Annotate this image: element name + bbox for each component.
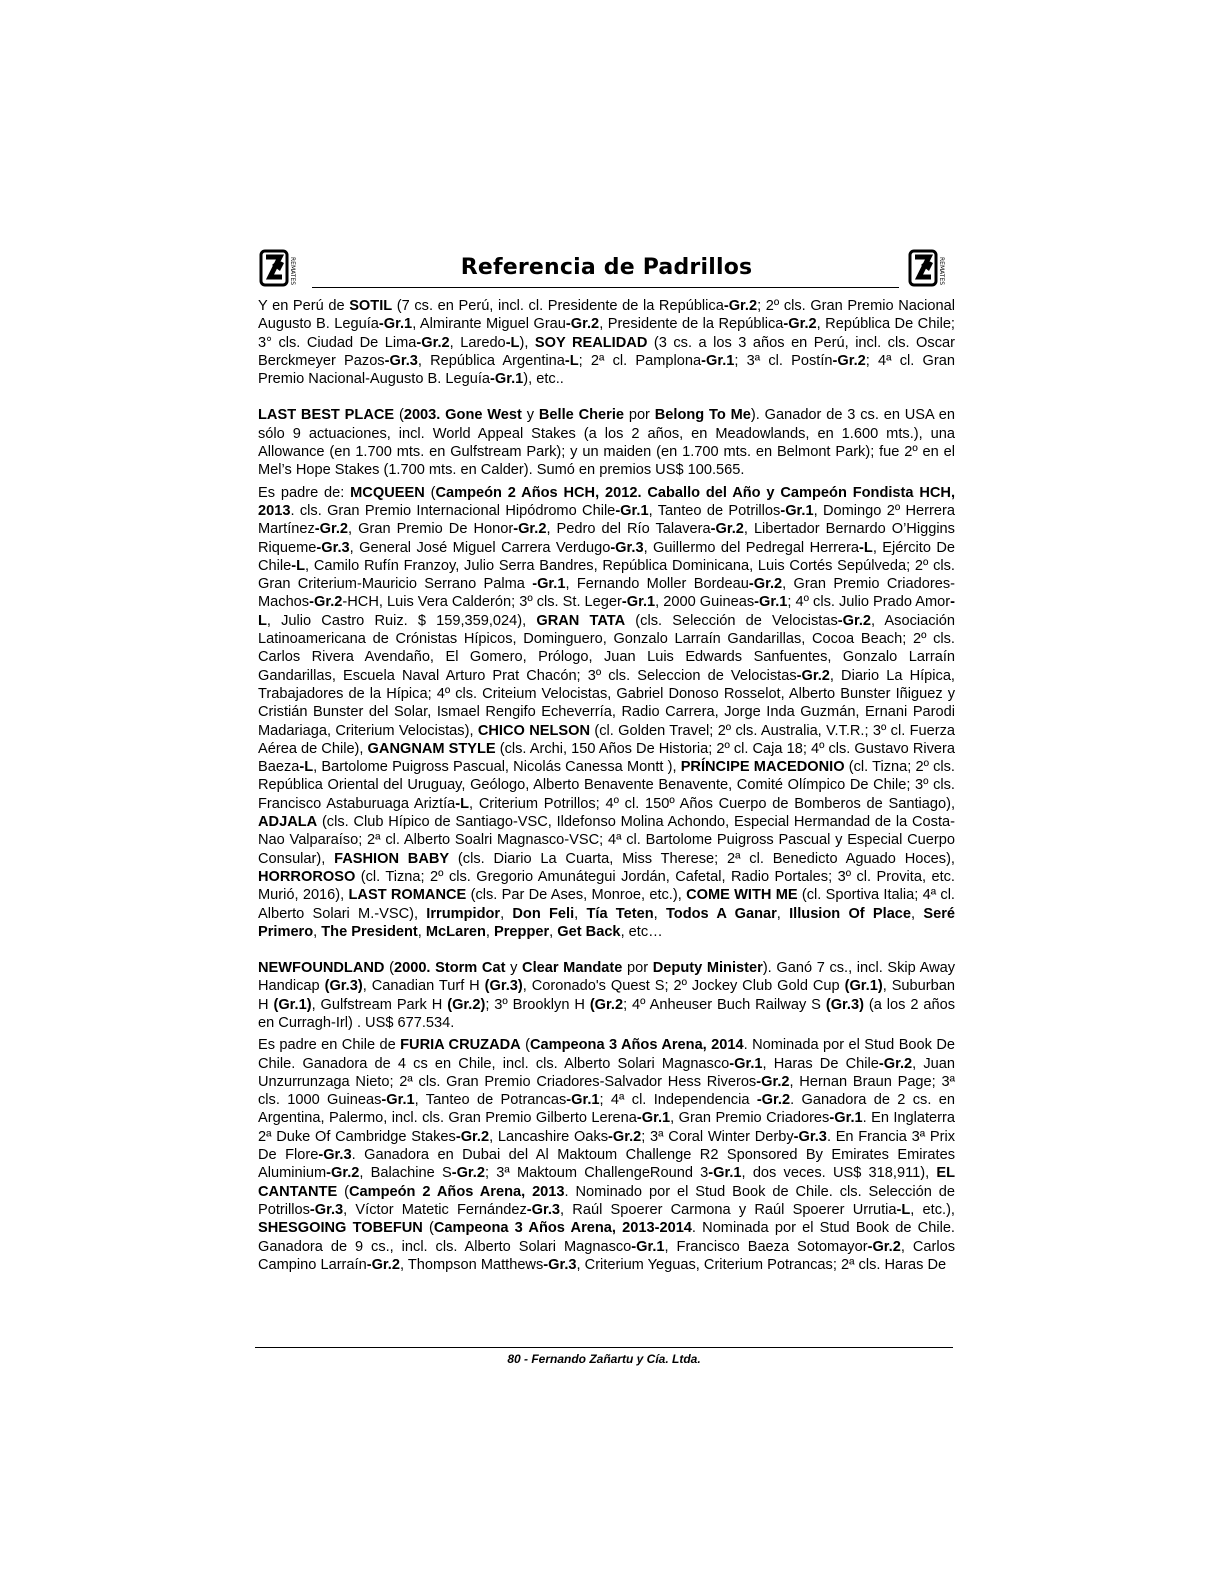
text-run: , Carlos Campino Larraín bbox=[258, 1238, 955, 1273]
page-header bbox=[258, 243, 955, 293]
bold-text: -Gr.1 bbox=[754, 594, 788, 611]
text-run: (cls. Selección de Velocistas bbox=[625, 612, 838, 629]
horse-logo-icon bbox=[907, 243, 955, 291]
horse-logo-icon bbox=[258, 243, 306, 291]
text-run: , Almirante Miguel Grau bbox=[412, 316, 566, 333]
bold-text: -Gr.3 bbox=[318, 1147, 352, 1164]
paragraph-gap bbox=[258, 388, 955, 406]
text-run: ), bbox=[519, 334, 535, 351]
bold-text: Todos A Ganar bbox=[665, 905, 777, 922]
bold-text: Prepper bbox=[494, 923, 550, 940]
page-title: Referencia de Padrillos bbox=[460, 255, 753, 280]
text-run: (3 cs. a los 3 años en Perú, incl. cls. Oscar Berckmeyer Pazos bbox=[258, 334, 955, 369]
text-run: ( bbox=[422, 1220, 434, 1237]
text-run: . Nominada por el Stud Book De Chile. Ganadora de 4 cs en Chile, incl. cls. Alberto Solari Magnasco bbox=[258, 1037, 956, 1072]
bold-text: -Gr.3 bbox=[316, 539, 350, 556]
bold-text: -L bbox=[258, 594, 955, 629]
text-run: (cl. Sportiva Italia; 4ª cl. Alberto Solari M.-VSC), bbox=[258, 887, 955, 922]
bold-text: -Gr.2 bbox=[309, 594, 343, 611]
text-run: (a los 2 años en Curragh-Irl) . US$ 677.534. bbox=[258, 996, 955, 1031]
bold-text: -Gr.1 bbox=[532, 576, 566, 593]
bold-text: -Gr.3 bbox=[526, 1201, 561, 1218]
paragraph-nf-progeny bbox=[258, 1036, 955, 1274]
text-run: , Libertador Bernardo O’Higgins Riqueme bbox=[258, 521, 955, 556]
text-run: , bbox=[549, 923, 558, 940]
bold-text: -Gr.2 bbox=[756, 1073, 790, 1090]
bold-text: PRÍNCIPE MACEDONIO bbox=[680, 759, 845, 776]
bold-text: -Gr.1 bbox=[621, 594, 656, 611]
bold-text: -Gr.3 bbox=[384, 352, 418, 369]
bold-text: Tía Teten bbox=[586, 905, 654, 922]
bold-text: -Gr.2 bbox=[783, 316, 817, 333]
text-run: , bbox=[653, 905, 666, 922]
bold-text: (Gr.2) bbox=[447, 996, 486, 1013]
text-run: (cls. Archi, 150 Años De Historia; 2º cl. Caja 18; 4º cls. Gustavo Rivera Baeza bbox=[258, 740, 956, 776]
bold-text: CHICO NELSON bbox=[477, 722, 591, 739]
text-run: Es padre de: bbox=[258, 484, 351, 501]
body-text bbox=[258, 297, 955, 1274]
text-run: ; 3ª Maktoum ChallengeRound 3 bbox=[484, 1165, 709, 1182]
bold-text: MCQUEEN bbox=[350, 484, 425, 501]
text-run: , bbox=[911, 905, 924, 922]
text-run: , Gulfstream Park H bbox=[311, 996, 448, 1013]
text-run: , Bartolome Puigross Pascual, Nicolás Canessa Montt ), bbox=[313, 759, 681, 776]
text-run: Es padre en Chile de bbox=[258, 1037, 401, 1054]
bold-text: ADJALA bbox=[258, 814, 318, 831]
text-run: , bbox=[776, 905, 790, 922]
bold-text: -Gr.1 bbox=[378, 316, 413, 333]
bold-text: -Gr.2 bbox=[455, 1128, 490, 1145]
text-run: , Lancashire Oaks bbox=[489, 1128, 609, 1145]
text-run: , dos veces. US$ 318,911), bbox=[741, 1165, 937, 1182]
text-run: , Juan Unzurrunzaga Nieto; 2ª cls. Gran Premio Criadores-Salvador Hess Riveros bbox=[258, 1055, 955, 1090]
text-run: , bbox=[500, 905, 513, 922]
bold-text: -L bbox=[455, 795, 470, 812]
text-run: . Ganadora en Dubai del Al Maktoum Challenge R2 Sponsored By Emirates Emirates Aluminium bbox=[258, 1147, 955, 1182]
bold-text: -Gr.1 bbox=[729, 1055, 763, 1072]
bold-text: -L bbox=[859, 539, 873, 556]
bold-text: -Gr.1 bbox=[615, 502, 649, 519]
bold-text: -Gr.2 bbox=[837, 612, 872, 629]
bold-text: (Gr.1) bbox=[273, 996, 312, 1013]
bold-text: Don Feli bbox=[512, 905, 575, 922]
bold-text: LAST ROMANCE bbox=[348, 887, 467, 904]
bold-text: Illusion Of Place bbox=[789, 905, 912, 922]
paragraph-sotil bbox=[258, 297, 955, 388]
bold-text: FURIA CRUZADA bbox=[400, 1037, 521, 1054]
text-run: -HCH, Luis Vera Calderón; 3º cls. St. Leger bbox=[342, 594, 622, 611]
text-run: , Ejército De Chile bbox=[258, 539, 956, 574]
bold-text: 2000. Storm Cat bbox=[393, 960, 506, 977]
header-divider bbox=[312, 287, 899, 288]
bold-text: -Gr.1 bbox=[566, 1092, 600, 1109]
bold-text: Campeona 3 Años Arena, 2013-2014 bbox=[433, 1220, 692, 1237]
text-run: ( bbox=[424, 484, 436, 501]
bold-text: -Gr.2 bbox=[314, 521, 349, 538]
text-run: , Suburban H bbox=[258, 978, 955, 1013]
bold-text: -Gr.1 bbox=[780, 502, 814, 519]
bold-text: Get Back bbox=[557, 923, 621, 940]
bold-text: -Gr.2 bbox=[878, 1055, 913, 1072]
document-page bbox=[258, 243, 955, 1274]
bold-text: -Gr.1 bbox=[708, 1165, 742, 1182]
bold-text: SOTIL bbox=[349, 298, 393, 314]
bold-text: -Gr.3 bbox=[309, 1201, 344, 1218]
text-run: por bbox=[622, 960, 653, 977]
text-run: (cls. Diario La Cuarta, Miss Therese; 2ª cl. Benedicto Aguado Hoces), bbox=[449, 850, 955, 867]
text-run: ( bbox=[337, 1183, 349, 1200]
text-run: ( bbox=[394, 407, 404, 424]
bold-text: FASHION BABY bbox=[334, 850, 450, 867]
page-footer: 80 - Fernando Zañartu y Cía. Ltda. bbox=[507, 1352, 701, 1366]
bold-text: -L bbox=[896, 1201, 911, 1218]
text-run: , General José Miguel Carrera Verdugo bbox=[349, 539, 611, 556]
bold-text: EL CANTANTE bbox=[258, 1165, 956, 1200]
text-run: ; 4º cls. Julio Prado Amor bbox=[787, 594, 951, 611]
bold-text: Campeón 2 Años HCH, 2012. Caballo del Año y Campeón Fondista HCH, 2013 bbox=[258, 484, 956, 519]
bold-text: 2003. Gone West bbox=[403, 407, 522, 424]
text-run: ; 3ª cl. Postín bbox=[734, 352, 833, 369]
text-run: , Criterium Yeguas, Criterium Potrancas; 2ª cls. Haras De bbox=[576, 1256, 947, 1273]
text-run: , Thompson Matthews bbox=[399, 1256, 544, 1273]
bold-text: -Gr.2 bbox=[748, 576, 783, 593]
text-run: ), etc.. bbox=[523, 371, 564, 388]
svg-text:REMATES: REMATES bbox=[938, 257, 945, 286]
bold-text: -Gr.3 bbox=[543, 1256, 577, 1273]
text-run: ; 2ª cl. Pamplona bbox=[578, 352, 702, 369]
text-run: , Guillermo del Pedregal Herrera bbox=[643, 539, 860, 556]
bold-text: NEWFOUNDLAND bbox=[258, 960, 385, 977]
text-run: (cl. Tizna; 2º cls. República Oriental del Uruguay, Geólogo, Alberto Benavente Benavente, Comité Olímpico De Chile; 3º cls. Francisco Astaburuaga Ariztía bbox=[258, 759, 955, 812]
text-run: , Pedro del Río Talavera bbox=[546, 521, 711, 538]
bold-text: -Gr.1 bbox=[829, 1110, 863, 1127]
bold-text: -Gr.1 bbox=[631, 1238, 665, 1255]
bold-text: -L bbox=[299, 759, 314, 776]
bold-text: -Gr.2 bbox=[710, 521, 744, 538]
text-run: , Haras De Chile bbox=[762, 1055, 879, 1072]
paragraph-lbp-intro bbox=[258, 406, 955, 479]
text-run: . cls. Gran Premio Internacional Hipódromo Chile bbox=[290, 502, 616, 519]
text-run: ; 4ª cl. Independencia bbox=[599, 1092, 757, 1109]
bold-text: -Gr.1 bbox=[701, 352, 735, 369]
text-run: , Hernan Braun Page; 3ª cls. 1000 Guineas bbox=[258, 1073, 955, 1109]
text-run: . Nominado por el Stud Book de Chile. cls. Selección de Potrillos bbox=[258, 1183, 955, 1218]
text-run: , Camilo Rufín Franzoy, Julio Serra Bandres, República Dominicana, Luis Cortés Sepúlveda; 2º cls. Gran Criterium-Mauricio Serrano Palma bbox=[258, 557, 955, 593]
text-run: . En Inglaterra 2ª Duke Of Cambridge Stakes bbox=[258, 1110, 956, 1145]
bold-text: Belle Cherie bbox=[538, 407, 624, 424]
paragraph-nf-intro bbox=[258, 959, 955, 1032]
text-run: , Domingo 2º Herrera Martínez bbox=[258, 502, 955, 538]
text-run: y bbox=[505, 960, 523, 977]
bold-text: (Gr.1) bbox=[844, 978, 883, 995]
bold-text: Campeón 2 Años Arena, 2013 bbox=[348, 1183, 565, 1200]
bold-text: -Gr.2 bbox=[451, 1165, 485, 1182]
bold-text: -Gr.2 bbox=[416, 334, 450, 351]
text-run: ; 2º cls. Gran Premio Nacional Augusto B. Leguía bbox=[258, 298, 956, 333]
bold-text: Clear Mandate bbox=[522, 960, 623, 977]
text-run: ). Ganador de 3 cs. en USA en sólo 9 actuaciones, incl. World Appeal Stakes (a los 2 años, en Meadowlands, en 1.600 mts.), una Allowance (en 1.700 mts. en Gulfstream Park); y un maiden (en 1.700 mts. en Belmont Park); fue 2º en el Mel’s Hope Stakes (1.700 mts. en Calder). Sumó en premios US$ 100.565. bbox=[258, 407, 956, 479]
bold-text: McLaren bbox=[425, 923, 486, 940]
bold-text: -Gr.2 bbox=[723, 298, 758, 314]
text-run: ( bbox=[520, 1037, 530, 1054]
text-run: , República De Chile; 3° cls. Ciudad De Lima bbox=[258, 316, 955, 351]
bold-text: (Gr.3) bbox=[825, 996, 864, 1013]
bold-text: -Gr.2 bbox=[756, 1092, 791, 1109]
bold-text: -Gr.1 bbox=[490, 371, 524, 388]
bold-text: SOY REALIDAD bbox=[534, 334, 648, 351]
bold-text: -Gr.2 bbox=[513, 521, 547, 538]
text-run: por bbox=[624, 407, 655, 424]
bold-text: -Gr.2 bbox=[608, 1128, 642, 1145]
text-run: , Fernando Moller Bordeau bbox=[565, 576, 749, 593]
bold-text: Irrumpidor bbox=[426, 905, 501, 922]
text-run: , Tanteo de Potrillos bbox=[648, 502, 781, 519]
text-run: ; 4º Anheuser Buch Railway S bbox=[623, 996, 826, 1013]
bold-text: -L bbox=[564, 352, 579, 369]
text-run: , Gran Premio Criadores bbox=[670, 1110, 830, 1127]
bold-text: COME WITH ME bbox=[686, 887, 798, 904]
text-run: , etc.), bbox=[910, 1201, 955, 1218]
text-run: , 2000 Guineas bbox=[655, 594, 755, 611]
bold-text: (Gr.3) bbox=[324, 978, 363, 995]
text-run: ; 3º Brooklyn H bbox=[485, 996, 590, 1013]
text-run: , etc… bbox=[620, 923, 663, 940]
text-run: . Ganadora de 2 cs. en Argentina, Palermo, incl. cls. Gran Premio Gilberto Lerena bbox=[258, 1092, 955, 1127]
text-run: . Nominada por el Stud Book de Chile. Ganadora de 9 cs., incl. cls. Alberto Solari Magnasco bbox=[258, 1220, 955, 1255]
footer-divider bbox=[255, 1347, 953, 1348]
bold-text: -Gr.1 bbox=[636, 1110, 671, 1127]
bold-text: Campeona 3 Años Arena, 2014 bbox=[529, 1037, 744, 1054]
bold-text: Seré Primero bbox=[258, 905, 956, 940]
bold-text: The President bbox=[321, 923, 418, 940]
bold-text: -Gr.2 bbox=[366, 1256, 400, 1273]
text-run: ). Ganó 7 cs., incl. Skip Away Handicap bbox=[258, 960, 956, 995]
text-run: . En Francia 3ª Prix De Flore bbox=[258, 1128, 955, 1164]
bold-text: SHESGOING TOBEFUN bbox=[258, 1220, 423, 1237]
text-run: , bbox=[417, 923, 426, 940]
text-run: , Criterium Potrillos; 4º cl. 150º Años Cuerpo de Bomberos de Santiago), bbox=[469, 795, 955, 812]
text-run: (cls. Par De Ases, Monroe, etc.), bbox=[466, 887, 687, 904]
bold-text: -Gr.2 bbox=[326, 1165, 360, 1182]
bold-text: Belong To Me bbox=[654, 407, 751, 424]
text-run: , Presidente de la República bbox=[599, 316, 784, 333]
bold-text: -Gr.2 bbox=[832, 352, 866, 369]
text-run: , bbox=[574, 905, 587, 922]
text-run: , Diario La Hípica, Trabajadores de la Hípica; 4º cls. Criteium Velocistas, Gabriel Donoso Rosselot, Alberto Bunster Iñiguez y Cristián Bunster del Solar, Ismael Rengifo Echeverría, Radio Carrera, Jorge Inda Guzmán, Ernani Parodi Madariaga, Criterium Velocistas), bbox=[258, 667, 955, 739]
text-run: ( bbox=[384, 960, 394, 977]
text-run: , Gran Premio De Honor bbox=[348, 521, 514, 538]
text-run: (cl. Golden Travel; 2º cls. Australia, V.T.R.; 3º cl. Fuerza Aérea de Chile), bbox=[258, 722, 956, 757]
text-run: y bbox=[521, 407, 539, 424]
bold-text: HORROROSO bbox=[258, 868, 356, 885]
bold-text: Deputy Minister bbox=[652, 960, 763, 977]
bold-text: -L bbox=[291, 557, 306, 574]
text-run: , bbox=[313, 923, 322, 940]
bold-text: LAST BEST PLACE bbox=[258, 407, 395, 424]
text-run: , República Argentina bbox=[417, 352, 565, 369]
text-run: Y en Perú de bbox=[258, 298, 350, 314]
bold-text: -Gr.3 bbox=[793, 1128, 827, 1145]
text-run: (cl. Tizna; 2º cls. Gregorio Amunátegui Jordán, Cafetal, Radio Portales; 3º cl. Provita, etc. Murió, 2016), bbox=[258, 868, 955, 904]
bold-text: -Gr.1 bbox=[381, 1092, 415, 1109]
paragraph-gap bbox=[258, 941, 955, 959]
bold-text: -Gr.3 bbox=[610, 539, 644, 556]
text-run: ; 3ª Coral Winter Derby bbox=[641, 1128, 794, 1145]
bold-text: -Gr.2 bbox=[565, 316, 600, 333]
bold-text: -L bbox=[505, 334, 520, 351]
paragraph-lbp-progeny bbox=[258, 484, 955, 941]
text-run: , Canadian Turf H bbox=[362, 978, 485, 995]
bold-text: GANGNAM STYLE bbox=[367, 740, 496, 757]
bold-text: -Gr.2 bbox=[867, 1238, 901, 1255]
text-run: , Coronado's Quest S; 2º Jockey Club Gold Cup bbox=[522, 978, 845, 995]
text-run: ; 4ª cl. Gran Premio Nacional-Augusto B. Leguía bbox=[258, 352, 955, 388]
text-run: , Laredo bbox=[449, 334, 506, 351]
text-run: , bbox=[485, 923, 495, 940]
svg-text:REMATES: REMATES bbox=[289, 257, 296, 286]
text-run: , Julio Castro Ruiz. $ 159,359,024), bbox=[266, 612, 537, 629]
text-run: , Balachine S bbox=[359, 1165, 452, 1182]
bold-text: -Gr.2 bbox=[796, 667, 830, 684]
bold-text: GRAN TATA bbox=[536, 612, 626, 629]
text-run: , Víctor Matetic Fernández bbox=[343, 1201, 527, 1218]
text-run: (cls. Club Hípico de Santiago-VSC, Ildefonso Molina Achondo, Especial Hermandad de la Costa-Nao Valparaíso; 2ª cl. Alberto Soalri Magnasco-VSC; 4ª cl. Bartolome Puigross Pascual y Especial Cuerpo Consular), bbox=[258, 814, 955, 867]
text-run: , Tanteo de Potrancas bbox=[414, 1092, 567, 1109]
bold-text: (Gr.3) bbox=[484, 978, 523, 995]
text-run: , Raúl Spoerer Carmona y Raúl Spoerer Urrutia bbox=[560, 1201, 897, 1218]
text-run: (7 cs. en Perú, incl. cl. Presidente de la República bbox=[392, 298, 724, 314]
text-run: , Francisco Baeza Sotomayor bbox=[664, 1238, 868, 1255]
text-run: , Gran Premio Criadores-Machos bbox=[258, 576, 955, 611]
bold-text: (Gr.2 bbox=[589, 996, 624, 1013]
text-run: , Asociación Latinoamericana de Crónistas Hípicos, Dominguero, Gonzalo Larraín Gandarillas, Cocoa Beach; 2º cls. Carlos Rivera Avendaño, El Gomero, Prólogo, Juan Luis Edwards Sanfuentes, Gonzalo Larraín Gandarillas, Escuela Naval Arturo Prat Chacón; 3º cls. Seleccion de Velocistas bbox=[258, 612, 955, 684]
